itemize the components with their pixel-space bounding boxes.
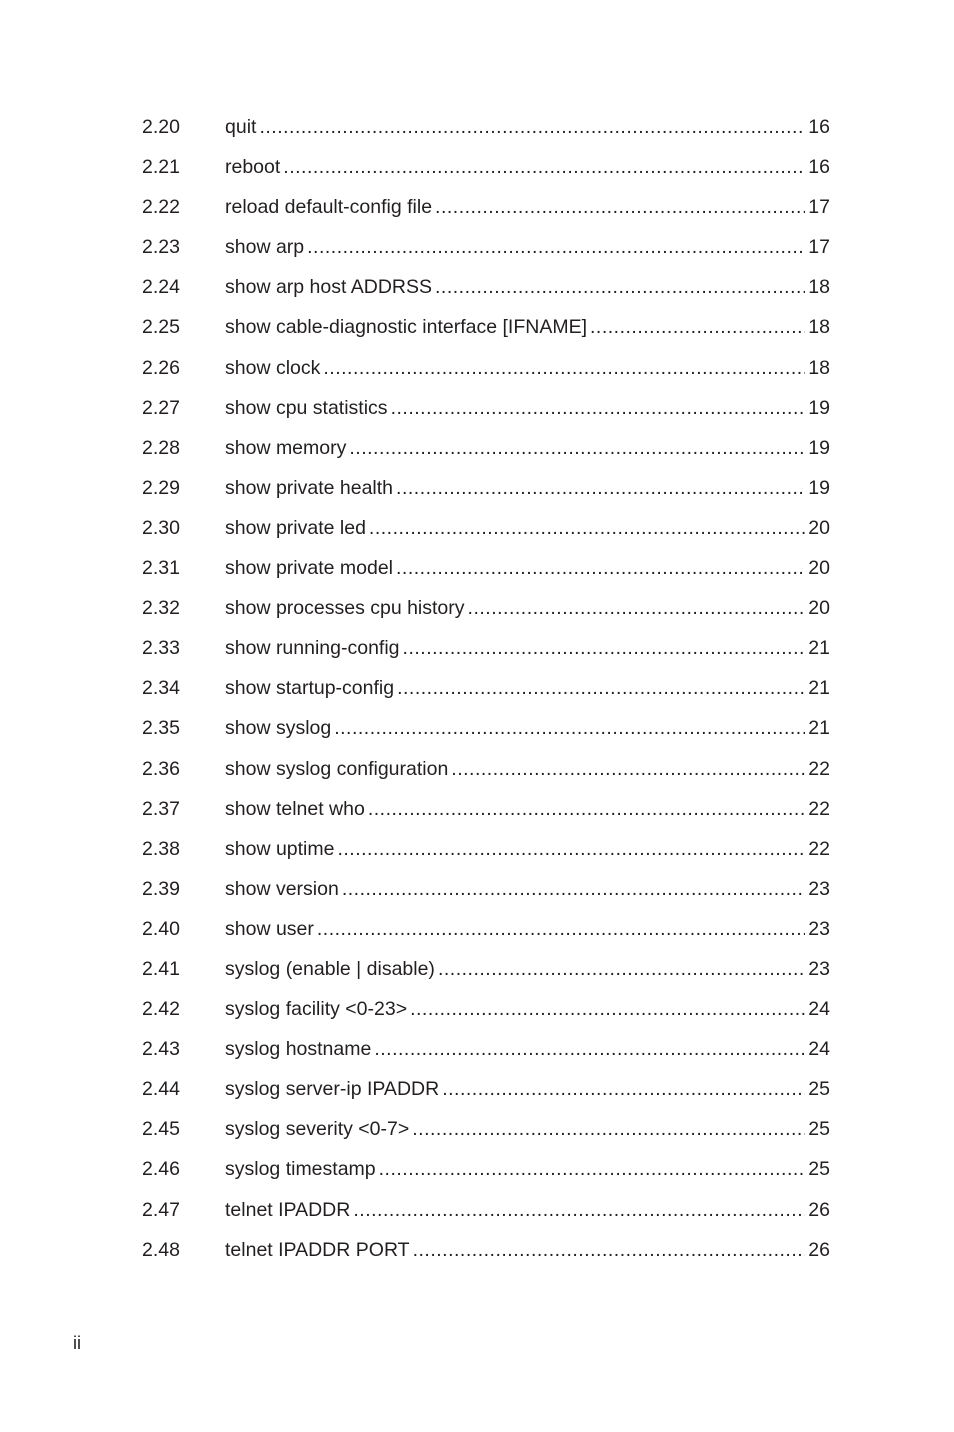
toc-entry-number: 2.26 <box>142 356 180 379</box>
toc-entry-title: show uptime <box>225 837 335 860</box>
toc-entry <box>142 829 830 869</box>
toc-entry-number: 2.33 <box>142 637 180 660</box>
toc-entry-page: 18 <box>808 316 830 339</box>
toc-dot-leader <box>259 107 805 147</box>
toc-entry <box>142 388 830 428</box>
toc-entry-title: syslog severity <0-7> <box>225 1118 410 1141</box>
toc-entry <box>142 227 830 267</box>
toc-entry-page: 25 <box>808 1158 830 1181</box>
toc-dot-leader <box>334 708 805 748</box>
toc-dot-leader <box>391 388 806 428</box>
table-of-contents <box>142 107 830 1270</box>
toc-entry-number: 2.28 <box>142 436 180 459</box>
toc-entry-number: 2.47 <box>142 1198 180 1221</box>
toc-entry-title: syslog server-ip IPADDR <box>225 1078 440 1101</box>
toc-dot-leader <box>410 989 805 1029</box>
toc-entry-title: syslog timestamp <box>225 1158 376 1181</box>
toc-dot-leader <box>435 187 805 227</box>
toc-dot-leader <box>442 1069 805 1109</box>
toc-entry-page: 19 <box>808 396 830 419</box>
toc-entry <box>142 588 830 628</box>
toc-dot-leader <box>438 949 805 989</box>
toc-dot-leader <box>353 1190 805 1230</box>
toc-entry-number: 2.32 <box>142 597 180 620</box>
toc-entry <box>142 508 830 548</box>
toc-entry-title: show arp <box>225 236 305 259</box>
toc-entry-number: 2.46 <box>142 1158 180 1181</box>
toc-entry-title: show private led <box>225 516 366 539</box>
toc-entry-number: 2.30 <box>142 516 180 539</box>
toc-entry <box>142 668 830 708</box>
toc-entry-page: 17 <box>808 236 830 259</box>
toc-dot-leader <box>397 668 805 708</box>
toc-entry-page: 21 <box>808 637 830 660</box>
toc-entry-page: 22 <box>808 797 830 820</box>
toc-entry-page: 22 <box>808 757 830 780</box>
toc-dot-leader <box>374 1029 805 1069</box>
toc-entry <box>142 989 830 1029</box>
toc-entry <box>142 1069 830 1109</box>
toc-entry-number: 2.29 <box>142 476 180 499</box>
toc-entry <box>142 348 830 388</box>
toc-dot-leader <box>396 468 805 508</box>
toc-entry-page: 24 <box>808 998 830 1021</box>
toc-entry-title: show telnet who <box>225 797 365 820</box>
toc-entry-title: reload default-config file <box>225 196 433 219</box>
toc-dot-leader <box>307 227 805 267</box>
toc-entry-page: 17 <box>808 196 830 219</box>
toc-entry <box>142 307 830 347</box>
toc-entry-page: 24 <box>808 1038 830 1061</box>
toc-entry-page: 19 <box>808 476 830 499</box>
toc-entry-title: show private health <box>225 476 394 499</box>
toc-entry-number: 2.27 <box>142 396 180 419</box>
toc-entry-page: 20 <box>808 516 830 539</box>
toc-entry-page: 16 <box>808 116 830 138</box>
toc-entry-number: 2.36 <box>142 757 180 780</box>
toc-entry-number: 2.35 <box>142 717 180 740</box>
toc-dot-leader <box>468 588 806 628</box>
toc-entry-title: reboot <box>225 156 281 179</box>
toc-entry-page: 21 <box>808 717 830 740</box>
toc-entry <box>142 869 830 909</box>
toc-entry <box>142 1149 830 1189</box>
toc-entry-title: show arp host ADDRSS <box>225 276 433 299</box>
toc-entry <box>142 1190 830 1230</box>
toc-entry-title: show private model <box>225 557 393 580</box>
toc-entry-number: 2.45 <box>142 1118 180 1141</box>
toc-entry <box>142 548 830 588</box>
toc-entry <box>142 1230 830 1270</box>
toc-entry-page: 20 <box>808 557 830 580</box>
toc-dot-leader <box>590 307 805 347</box>
toc-entry-title: show user <box>225 917 314 940</box>
toc-entry-number: 2.40 <box>142 917 180 940</box>
toc-dot-leader <box>451 749 805 789</box>
toc-entry-number: 2.48 <box>142 1238 180 1261</box>
toc-entry-title: syslog (enable | disable) <box>225 957 435 980</box>
toc-entry-page: 26 <box>808 1198 830 1221</box>
toc-dot-leader <box>317 909 805 949</box>
toc-entry-page: 22 <box>808 837 830 860</box>
toc-entry-title: show processes cpu history <box>225 597 465 620</box>
toc-entry-title: show cable-diagnostic interface [IFNAME] <box>225 316 587 339</box>
toc-entry <box>142 749 830 789</box>
toc-entry-title: syslog hostname <box>225 1038 372 1061</box>
toc-entry-page: 19 <box>808 436 830 459</box>
toc-entry-number: 2.38 <box>142 837 180 860</box>
toc-entry-title: show cpu statistics <box>225 396 388 419</box>
toc-entry-number: 2.37 <box>142 797 180 820</box>
toc-entry-number: 2.39 <box>142 877 180 900</box>
toc-entry <box>142 428 830 468</box>
toc-dot-leader <box>342 869 805 909</box>
toc-entry-number: 2.24 <box>142 276 180 299</box>
toc-dot-leader <box>379 1149 806 1189</box>
toc-entry-title: show syslog configuration <box>225 757 449 780</box>
toc-entry-title: show clock <box>225 356 321 379</box>
toc-entry-page: 25 <box>808 1078 830 1101</box>
toc-entry-number: 2.43 <box>142 1038 180 1061</box>
toc-entry-number: 2.20 <box>142 116 180 138</box>
toc-entry <box>142 1029 830 1069</box>
toc-entry-title: syslog facility <0-23> <box>225 998 408 1021</box>
toc-entry <box>142 628 830 668</box>
toc-entry <box>142 468 830 508</box>
toc-entry-page: 26 <box>808 1238 830 1261</box>
toc-entry-title: show memory <box>225 436 347 459</box>
toc-dot-leader <box>412 1109 805 1149</box>
toc-entry <box>142 909 830 949</box>
toc-entry-page: 21 <box>808 677 830 700</box>
toc-entry-page: 23 <box>808 957 830 980</box>
toc-entry-page: 23 <box>808 917 830 940</box>
toc-entry-number: 2.23 <box>142 236 180 259</box>
toc-dot-leader <box>403 628 806 668</box>
page-number: ii <box>73 1333 81 1353</box>
toc-dot-leader <box>396 548 805 588</box>
toc-entry <box>142 147 830 187</box>
toc-dot-leader <box>368 789 805 829</box>
toc-entry <box>142 949 830 989</box>
toc-entry <box>142 1109 830 1149</box>
toc-dot-leader <box>413 1230 806 1270</box>
toc-entry-number: 2.22 <box>142 196 180 219</box>
toc-dot-leader <box>323 348 805 388</box>
toc-entry <box>142 107 830 147</box>
toc-entry-page: 20 <box>808 597 830 620</box>
toc-entry-title: telnet IPADDR <box>225 1198 351 1221</box>
toc-entry-page: 25 <box>808 1118 830 1141</box>
toc-dot-leader <box>369 508 805 548</box>
toc-entry <box>142 708 830 748</box>
toc-entry-number: 2.31 <box>142 557 180 580</box>
toc-entry-page: 23 <box>808 877 830 900</box>
toc-entry-number: 2.34 <box>142 677 180 700</box>
toc-entry-number: 2.44 <box>142 1078 180 1101</box>
toc-entry-title: telnet IPADDR PORT <box>225 1238 410 1261</box>
toc-entry-title: show syslog <box>225 717 332 740</box>
toc-dot-leader <box>349 428 805 468</box>
toc-entry-title: quit <box>225 116 257 138</box>
toc-entry-page: 18 <box>808 276 830 299</box>
toc-entry-page: 16 <box>808 156 830 179</box>
toc-dot-leader <box>435 267 805 307</box>
toc-entry-page: 18 <box>808 356 830 379</box>
toc-entry-title: show version <box>225 877 339 900</box>
toc-entry-number: 2.21 <box>142 156 180 179</box>
toc-entry <box>142 267 830 307</box>
toc-entry-number: 2.25 <box>142 316 180 339</box>
toc-entry-title: show startup-config <box>225 677 395 700</box>
toc-entry-number: 2.42 <box>142 998 180 1021</box>
toc-entry-number: 2.41 <box>142 957 180 980</box>
toc-dot-leader <box>283 147 805 187</box>
toc-entry <box>142 789 830 829</box>
toc-dot-leader <box>337 829 805 869</box>
toc-entry <box>142 187 830 227</box>
toc-entry-title: show running-config <box>225 637 400 660</box>
